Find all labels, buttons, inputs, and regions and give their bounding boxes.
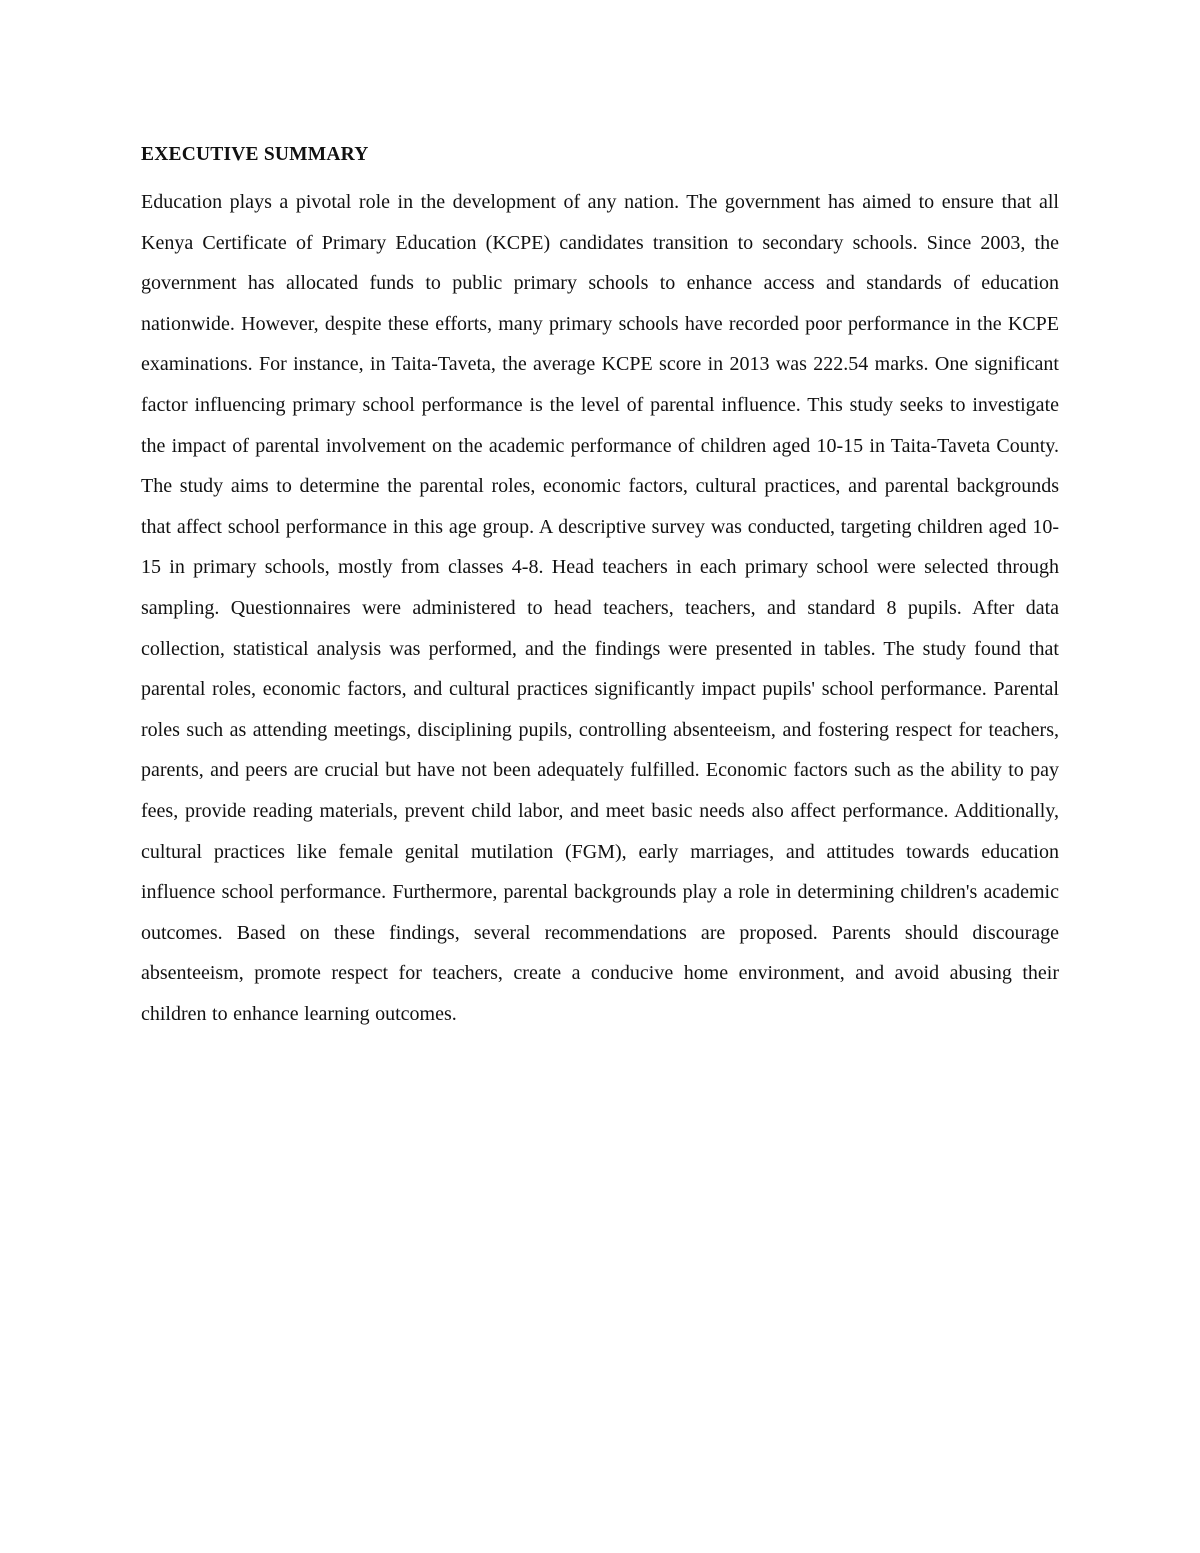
page-title: EXECUTIVE SUMMARY (141, 144, 369, 165)
page-content (141, 140, 1059, 1034)
summary-paragraph: Education plays a pivotal role in the development of any nation. The government has aimed to ensure that all Kenya Certificate of Primary Education (KCPE) candidates transition to secondary schools. Since 2003, the government has allocated funds to public primary schools to enhance access and standards of education nationwide. However, despite these efforts, many primary schools have recorded poor performance in the KCPE examinations. For instance, in Taita-Taveta, the average KCPE score in 2013 was 222.54 marks. One significant factor influencing primary school performance is the level of parental influence. This study seeks to investigate the impact of parental involvement on the academic performance of children aged 10-15 in Taita-Taveta County. The study aims to determine the parental roles, economic factors, cultural practices, and parental backgrounds that affect school performance in this age group. A descriptive survey was conducted, targeting children aged 10-15 in primary schools, mostly from classes 4-8. Head teachers in each primary school were selected through sampling. Questionnaires were administered to head teachers, teachers, and standard 8 pupils. After data collection, statistical analysis was performed, and the findings were presented in tables. The study found that parental roles, economic factors, and cultural practices significantly impact pupils' school performance. Parental roles such as attending meetings, disciplining pupils, controlling absenteeism, and fostering respect for teachers, parents, and peers are crucial but have not been adequately fulfilled. Economic factors such as the ability to pay fees, provide reading materials, prevent child labor, and meet basic needs also affect performance. Additionally, cultural practices like female genital mutilation (FGM), early marriages, and attitudes towards education influence school performance. Furthermore, parental backgrounds play a role in determining children's academic outcomes. Based on these findings, several recommendations are proposed. Parents should discourage absenteeism, promote respect for teachers, create a conducive home environment, and avoid abusing their children to enhance learning outcomes. (141, 191, 1059, 1025)
